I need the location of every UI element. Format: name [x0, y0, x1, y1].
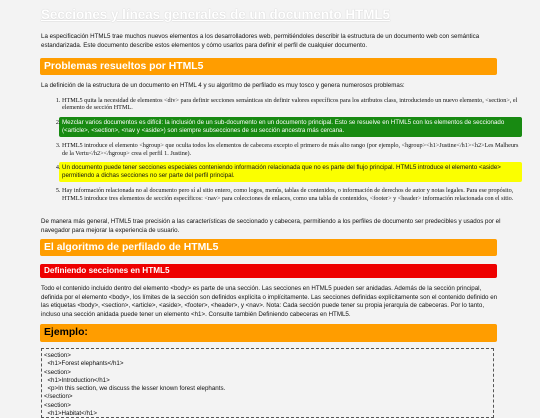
- green-highlight-box: [59, 117, 522, 137]
- list-item: [62, 142, 522, 157]
- list-item-text: Hay información relacionada no al documento pero sí al sitio entero, como logos, menús, tablas de contenidos, o información de derechos de autor y notas legales. Para ese propósito, HTML5 introduce tres elementos de sección específicos: <nav> para colecciones de enlaces, como una tabla de contenidos, <footer> y <header> información relacionada con el sitio.: [62, 187, 514, 202]
- yellow-highlight-box: [59, 162, 522, 182]
- list-item-text: 2. Mezclar varios documentos es difícil: la inclusión de un sub-documento en un documento principal. Esto se resuelve en HTML5 con los elementos de seccionado (<article>, <section>, <nav y <aside>) son siempre subsecciones de su sección ancestra más cercana.: [62, 118, 505, 135]
- section-heading-problems: Problemas resueltos por HTML5: [40, 58, 497, 75]
- section-heading-algorithm: El algoritmo de perfilado de HTML5: [40, 239, 497, 256]
- list-item-text: 4. Un documento puede tener secciones especiales conteniendo información relacionada que no es parte del flujo principal. HTML5 introduce el elemento <aside> permitiendo a dichas secciones no ser parte del perfil principal.: [62, 164, 501, 180]
- problems-closing-paragraph: De manera más general, HTML5 trae precisión a las características de seccionado y cabecera, permitiendo a los perfiles de documento ser predecibles y usados por el navegador para mejorar la experiencia de usuario.: [41, 218, 501, 234]
- subsection-heading-defining-sections: Definiendo secciones en HTML5: [40, 264, 497, 278]
- problems-list: [41, 97, 522, 207]
- list-item: [62, 97, 522, 112]
- list-item-highlighted-green: [62, 117, 522, 137]
- defining-sections-paragraph: Todo el contenido incluido dentro del elemento <body> es parte de una sección. Las secciones en HTML5 pueden ser anidadas. Además de la sección principal, definida por el elemento <body>, los límites de la sección son definidos explícita o implícitamente. Las secciones definidas explícitamente son el contenido definido en las etiquetas <body>, <section>, <article>, <aside>, <footer>, <header>, y <nav>. Nota: Cada sección puede tener su propia jerarquía de cabeceras. Por lo tanto, incluso una sección anidada puede tener un elemento <h1>. Consulte también Definiendo cabeceras en HTML5.: [41, 285, 498, 318]
- example-heading: Ejemplo:: [40, 324, 497, 342]
- list-item-highlighted-yellow: [62, 162, 522, 182]
- problems-lead-paragraph: La definición de la estructura de un documento en HTML 4 y su algoritmo de perfilado es muy tosco y genera numerosos problemas:: [41, 82, 405, 89]
- list-item-text: HTML5 quita la necesidad de elementos <div> para definir secciones semánticas sin definir valores específicos para los atributos class, introduciendo un nuevo elemento, <section>, el elemento de sección HTML.: [62, 97, 518, 112]
- list-item: [62, 187, 522, 202]
- example-code-block: <section> <h1>Forest elephants</h1> <section> <h1>Introduction</h1> <p>In this section, we discuss the lesser known forest elephants. </section> <section> <h1>Habitat</h1>: [41, 348, 494, 418]
- page-title: Secciones y líneas generales de un documento HTML5: [41, 7, 391, 22]
- intro-paragraph: La especificación HTML5 trae muchos nuevos elementos a los desarrolladores web, permitiéndoles describir la estructura de un documento web con semántica estandarizada. Este documento describe estos elementos y cómo usarlos para definir el perfil de cualquier documento.: [41, 33, 480, 49]
- list-item-text: HTML5 introduce el elemento <hgroup> que oculta todos los elementos de cabecera excepto el primero de más alto rango (por ejemplo, <hgroup><h1>Justine</h1><h2>Les Malheurs de la Vertu</h2></hgroup> crea el perfil 1. Justine).: [62, 142, 519, 157]
